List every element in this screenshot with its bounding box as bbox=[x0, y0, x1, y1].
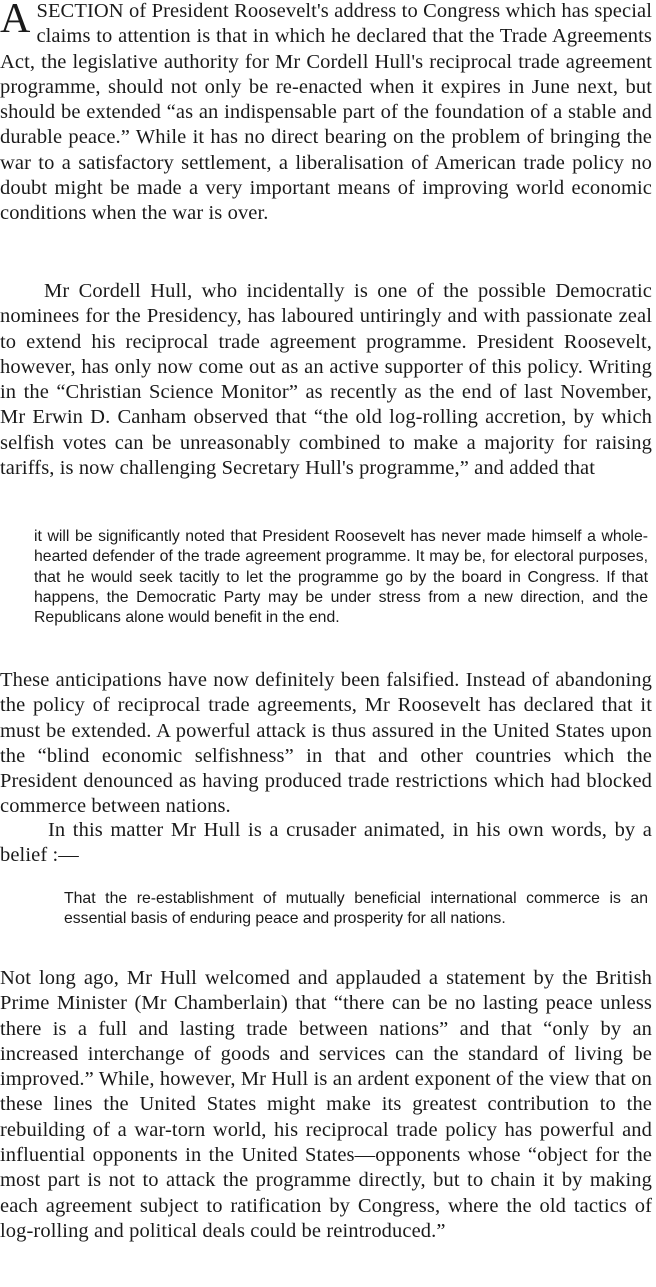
paragraph-intro bbox=[0, 0, 652, 227]
block-quote-belief: That the re-establishment of mutually beneficial international commerce is an essential basis of enduring peace and prosperity for all nations. bbox=[64, 890, 648, 928]
paragraph-crusader: In this matter Mr Hull is a crusader animated, in his own words, by a belief :— bbox=[0, 819, 652, 867]
paragraph-intro-text: SECTION of President Roosevelt's address to Congress which has special claims to attention is that in which he declared that the Trade Agreements Act, the legislative authority for Mr Cordell Hull's reciprocal trade agreement programme, should not only be re-enacted when it expires in June next, but should be extended “as an indispensable part of the foundation of a stable and durable peace.” While it has no direct bearing on the problem of bringing the war to a satisfactory settlement, a liberalisation of American trade policy no doubt might be made a very important means of improving world economic conditions when the war is over. bbox=[0, 0, 652, 225]
block-quote-canham: it will be significantly noted that President Roosevelt has never made himself a whole-hearted defender of the trade agreement programme. It may be, for electoral purposes, that he would seek tacitly to let the programme go by the board in Congress. If that happens, the Democratic Party may be under stress from a new direction, and the Republicans alone would benefit in the end. bbox=[34, 528, 648, 627]
paragraph-hull-programme: Mr Cordell Hull, who incidentally is one of the possible Democratic nominees for the Presidency, has laboured untiringly and with passionate zeal to extend his reciprocal trade agreement programme. President Roosevelt, however, has only now come out as an active supporter of this policy. Writing in the “Christian Science Monitor” as recently as the end of last November, Mr Erwin D. Canham observed that “the old log-rolling accretion, by which selfish votes can be unreasonably combined to make a majority for raising tariffs, is now challenging Secretary Hull's programme,” and added that bbox=[0, 280, 652, 480]
drop-cap: A bbox=[0, 0, 31, 42]
paragraph-anticipations: These anticipations have now definitely been falsified. Instead of abandoning the policy of reciprocal trade agreements, Mr Roosevelt has declared that it must be extended. A powerful attack is thus assured in the United States upon the “blind economic selfishness” in that and other countries which the President denounced as having produced trade restrictions which had blocked commerce between nations. bbox=[0, 669, 652, 818]
paragraph-chamberlain: Not long ago, Mr Hull welcomed and applauded a statement by the British Prime Minister (Mr Chamberlain) that “there can be no lasting peace unless there is a full and lasting trade between nations” and that “only by an increased interchange of goods and services can the standard of living be improved.” While, however, Mr Hull is an ardent exponent of the view that on these lines the United States might make its greatest contribution to the rebuilding of a war-torn world, his reciprocal trade policy has powerful and influential opponents in the United States—opponents whose “object for the most part is not to attack the programme directly, but to chain it by making each agreement subject to ratification by Congress, where the old tactics of log-rolling and political deals could be reintroduced.” bbox=[0, 967, 652, 1242]
